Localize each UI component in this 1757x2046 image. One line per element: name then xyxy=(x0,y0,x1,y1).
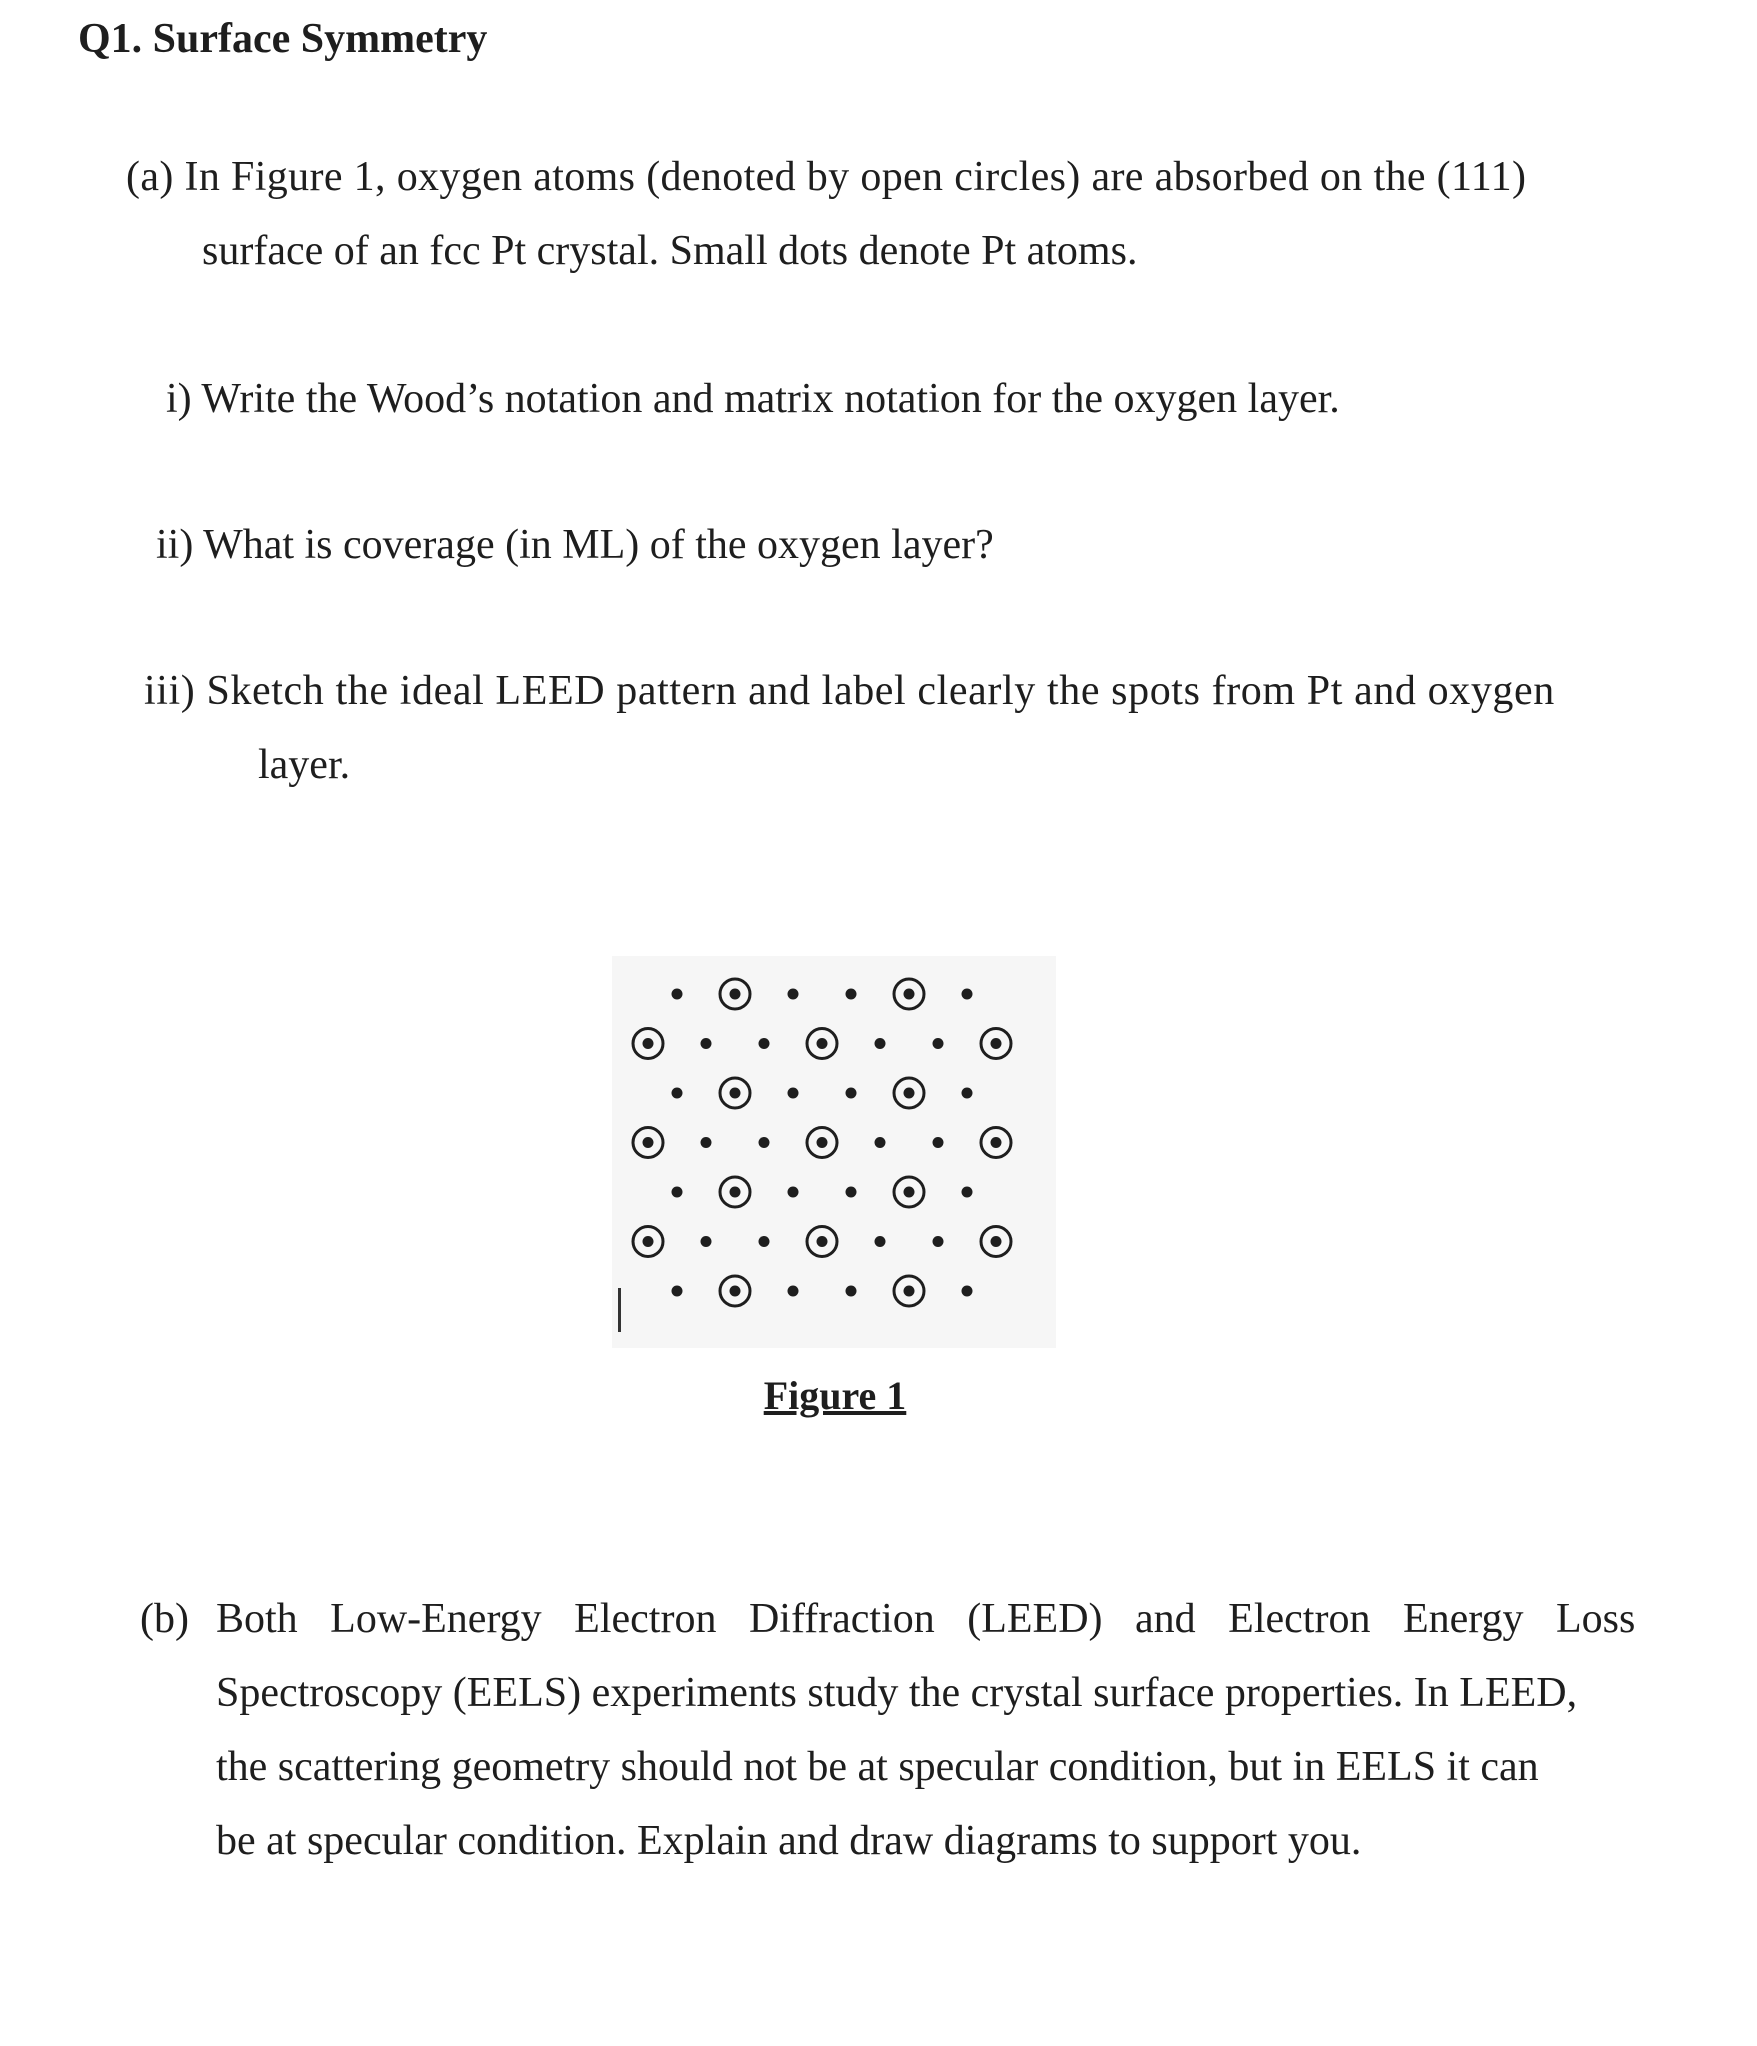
pt-atom-dot xyxy=(962,989,973,1000)
question-title: Q1. Surface Symmetry xyxy=(78,16,488,62)
pt-atom-dot xyxy=(701,1038,712,1049)
pt-atom-dot xyxy=(933,1038,944,1049)
oxygen-site-pt-dot xyxy=(817,1137,828,1148)
part-b-line-4: be at specular condition. Explain and draw diagrams to support you. xyxy=(216,1818,1362,1864)
oxygen-site-pt-dot xyxy=(991,1038,1002,1049)
part-a-sub-iii-line-1: iii) Sketch the ideal LEED pattern and label clearly the spots from Pt and oxygen xyxy=(144,668,1555,714)
oxygen-site-pt-dot xyxy=(730,989,741,1000)
pt-atom-dot xyxy=(788,1088,799,1099)
oxygen-site-pt-dot xyxy=(643,1137,654,1148)
pt-atom-dot xyxy=(875,1038,886,1049)
figure-caption: Figure 1 xyxy=(763,1373,907,1418)
pt-atom-dot xyxy=(846,1187,857,1198)
pt-atom-dot xyxy=(788,989,799,1000)
part-a-line-1 xyxy=(126,152,1570,202)
oxygen-site-pt-dot xyxy=(730,1088,741,1099)
part-a-line-1-text: (a) In Figure 1, oxygen atoms (denoted by open circles) are absorbed on the (111) xyxy=(126,154,1527,200)
pt-atom-dot xyxy=(672,1286,683,1297)
pt-atom-dot xyxy=(875,1236,886,1247)
oxygen-site-pt-dot xyxy=(904,989,915,1000)
pt-atom-dot xyxy=(933,1137,944,1148)
pt-atom-dot xyxy=(933,1236,944,1247)
pt-atom-dot xyxy=(672,1187,683,1198)
pt-atom-dot xyxy=(672,1088,683,1099)
pt-atom-dot xyxy=(788,1286,799,1297)
part-b-line-2: Spectroscopy (EELS) experiments study the crystal surface properties. In LEED, xyxy=(216,1670,1578,1716)
part-a-sub-ii: ii) What is coverage (in ML) of the oxygen layer? xyxy=(156,522,994,568)
oxygen-site-pt-dot xyxy=(904,1286,915,1297)
pt-atom-dot xyxy=(846,1286,857,1297)
pt-atom-dot xyxy=(759,1137,770,1148)
part-a-sub-iii-line-2: layer. xyxy=(258,742,351,788)
pt-atom-dot xyxy=(701,1236,712,1247)
pt-atom-dot xyxy=(846,1088,857,1099)
text-cursor-mark xyxy=(618,1288,621,1332)
oxygen-site-pt-dot xyxy=(643,1038,654,1049)
pt-atom-dot xyxy=(759,1236,770,1247)
oxygen-site-pt-dot xyxy=(904,1187,915,1198)
pt-atom-dot xyxy=(788,1187,799,1198)
part-a-sub-i: i) Write the Wood’s notation and matrix notation for the oxygen layer. xyxy=(166,376,1340,422)
oxygen-site-pt-dot xyxy=(643,1236,654,1247)
pt-atom-dot xyxy=(962,1187,973,1198)
pt-atom-dot xyxy=(875,1137,886,1148)
part-b-line-1: Both Low-Energy Electron Diffraction (LEED) and Electron Energy Loss xyxy=(216,1596,1636,1642)
pt-atom-dot xyxy=(962,1286,973,1297)
pt-atom-dot xyxy=(962,1088,973,1099)
oxygen-site-pt-dot xyxy=(904,1088,915,1099)
oxygen-site-pt-dot xyxy=(817,1038,828,1049)
oxygen-site-pt-dot xyxy=(991,1236,1002,1247)
oxygen-site-pt-dot xyxy=(817,1236,828,1247)
pt-atom-dot xyxy=(846,989,857,1000)
pt-atom-dot xyxy=(759,1038,770,1049)
figure-1-lattice xyxy=(612,956,1056,1348)
lattice-svg xyxy=(612,956,1056,1348)
oxygen-site-pt-dot xyxy=(730,1187,741,1198)
pt-atom-dot xyxy=(672,989,683,1000)
part-b-label: (b) xyxy=(140,1596,189,1642)
part-a-line-2: surface of an fcc Pt crystal. Small dots denote Pt atoms. xyxy=(202,228,1138,274)
pt-atom-dot xyxy=(701,1137,712,1148)
oxygen-site-pt-dot xyxy=(730,1286,741,1297)
part-b-line-3: the scattering geometry should not be at specular condition, but in EELS it can xyxy=(216,1744,1539,1790)
oxygen-site-pt-dot xyxy=(991,1137,1002,1148)
